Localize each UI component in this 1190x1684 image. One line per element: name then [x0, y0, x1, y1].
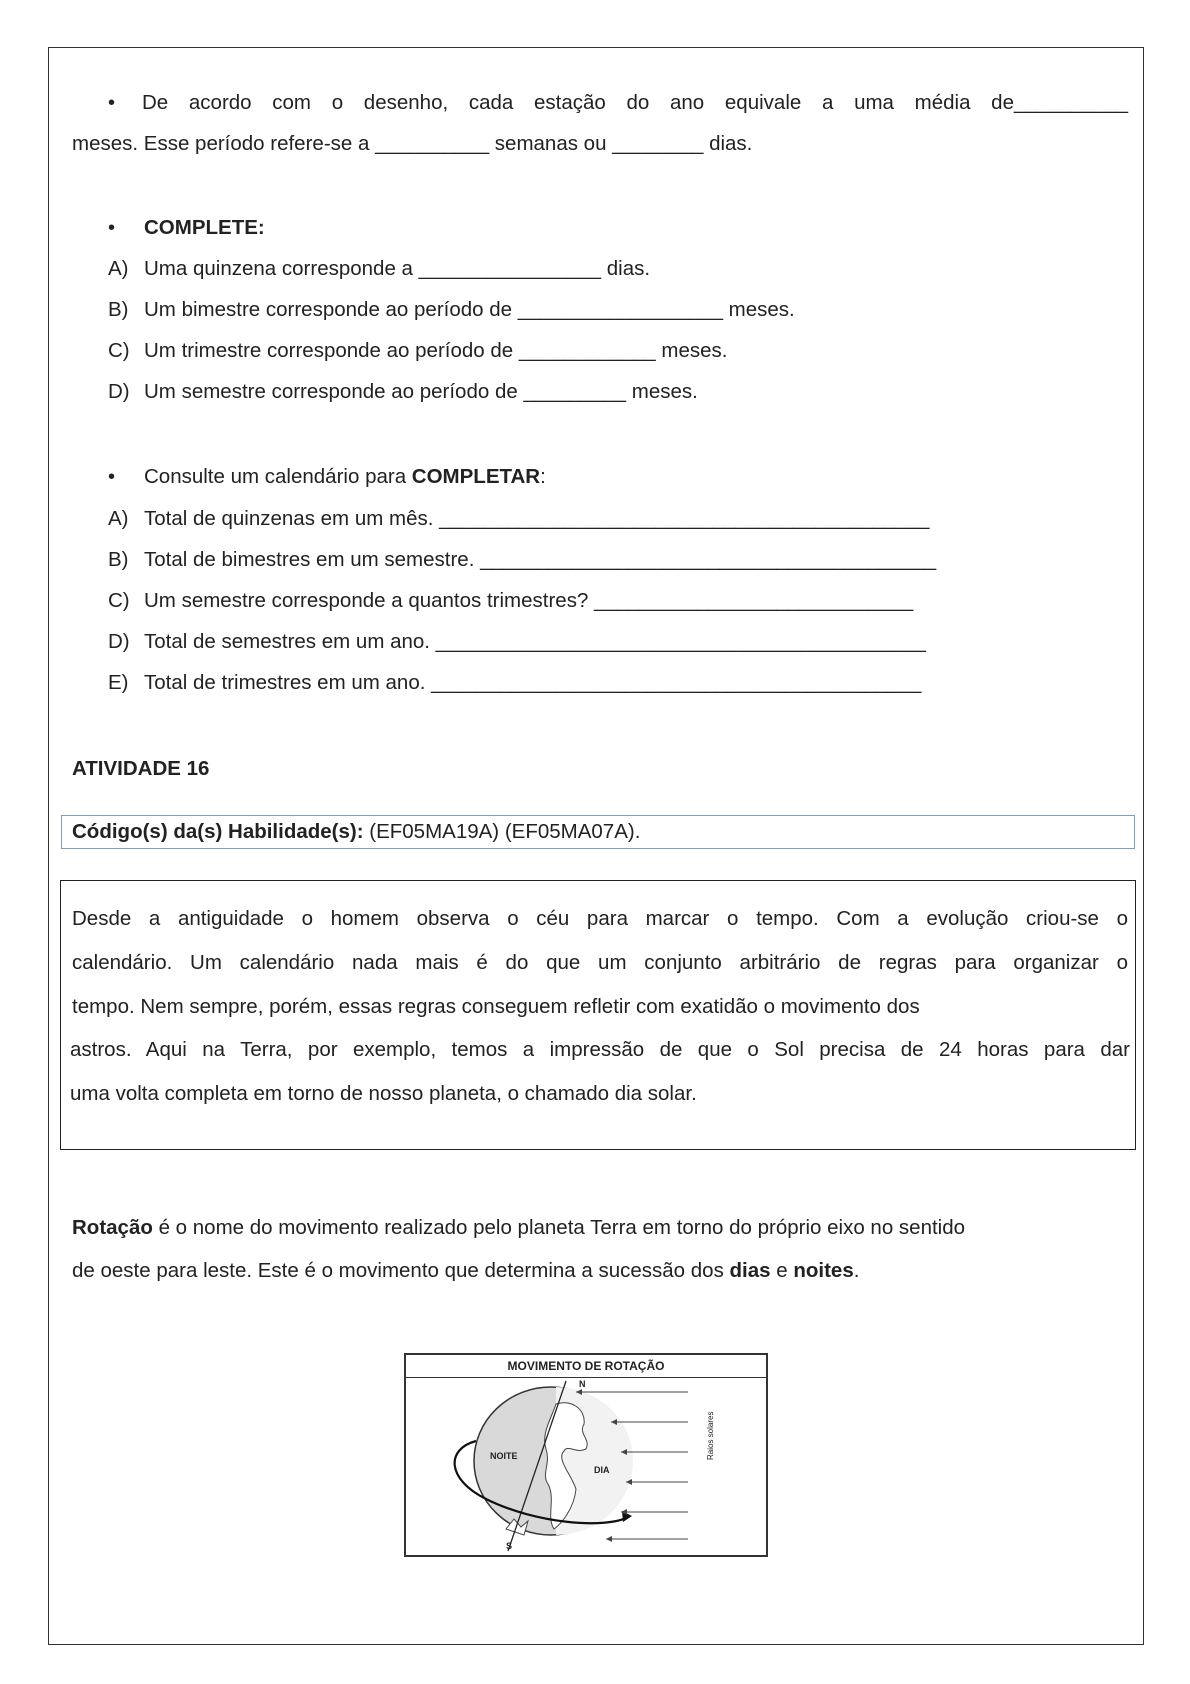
skill-line: [72, 819, 640, 845]
item-letter: A): [108, 507, 129, 530]
bullet: •: [108, 466, 116, 488]
fill-in-item: Total de quinzenas em um mês. ___________________________________________: [144, 507, 930, 530]
noites-word: noites: [793, 1259, 854, 1282]
figure-title: MOVIMENTO DE ROTAÇÃO: [406, 1355, 766, 1378]
heading-colon: :: [540, 465, 546, 488]
rotation-figure: [404, 1353, 768, 1557]
fill-in-item: Um semestre corresponde a quantos trimestres? ____________________________: [144, 589, 914, 612]
rotation-text: de oeste para leste. Este é o movimento que determina a sucessão dos: [72, 1259, 730, 1282]
box-line: tempo. Nem sempre, porém, essas regras conseguem refletir com exatidão o movimento dos: [72, 995, 920, 1018]
item-letter: B): [108, 548, 129, 571]
fill-in-item: Um semestre corresponde ao período de _________ meses.: [144, 380, 698, 403]
rotation-text: e: [770, 1259, 794, 1282]
night-label: NOITE: [490, 1451, 518, 1461]
item-letter: C): [108, 589, 130, 612]
box-line: Desde a antiguidade o homem observa o céu para marcar o tempo. Com a evolução criou-se o: [72, 907, 1128, 930]
rotation-text: .: [853, 1259, 860, 1282]
north-label: N: [579, 1379, 586, 1389]
sun-rays-label: Raios solares: [706, 1411, 715, 1460]
rotation-word: Rotação: [72, 1216, 153, 1239]
fill-in-item: Um trimestre corresponde ao período de ____________ meses.: [144, 339, 728, 362]
activity-title: ATIVIDADE 16: [72, 757, 210, 780]
item-letter: B): [108, 298, 129, 321]
item-letter: A): [108, 257, 129, 280]
section-heading: COMPLETE:: [144, 216, 265, 239]
rotation-text: é o nome do movimento realizado pelo planeta Terra em torno do próprio eixo no sentido: [152, 1216, 966, 1239]
fill-in-item: Total de semestres em um ano. ___________________________________________: [144, 630, 926, 653]
rotation-line: [72, 1215, 965, 1241]
item-letter: E): [108, 671, 129, 694]
fill-in-item: Uma quinzena corresponde a ________________ dias.: [144, 257, 651, 280]
box-line: calendário. Um calendário nada mais é do que um conjunto arbitrário de regras para organizar o: [72, 951, 1128, 974]
skill-codes: (EF05MA19A) (EF05MA07A).: [363, 820, 641, 843]
earth-diagram: [406, 1379, 766, 1557]
south-label: S: [506, 1541, 513, 1551]
skill-label: Código(s) da(s) Habilidade(s):: [72, 820, 364, 843]
item-letter: D): [108, 630, 130, 653]
section-heading: [144, 464, 546, 490]
fill-in-item: Total de bimestres em um semestre. ________________________________________: [144, 548, 937, 571]
rotation-line: [72, 1258, 859, 1284]
item-letter: D): [108, 380, 130, 403]
bullet: •: [108, 92, 116, 114]
box-line: uma volta completa em torno de nosso planeta, o chamado dia solar.: [70, 1082, 697, 1105]
paragraph-line: De acordo com o desenho, cada estação do ano equivale a uma média de__________: [142, 91, 1128, 114]
heading-text: Consulte um calendário para: [144, 465, 412, 488]
day-label: DIA: [594, 1465, 610, 1475]
box-line: astros. Aqui na Terra, por exemplo, temos a impressão de que o Sol precisa de 24 horas para dar: [70, 1038, 1130, 1061]
fill-in-item: Total de trimestres em um ano. ___________________________________________: [144, 671, 922, 694]
paragraph-line: meses. Esse período refere-se a __________ semanas ou ________ dias.: [72, 132, 753, 155]
dias-word: dias: [729, 1259, 771, 1282]
fill-in-item: Um bimestre corresponde ao período de __________________ meses.: [144, 298, 795, 321]
heading-bold-text: COMPLETAR: [411, 465, 541, 488]
bullet: •: [108, 217, 116, 239]
item-letter: C): [108, 339, 130, 362]
